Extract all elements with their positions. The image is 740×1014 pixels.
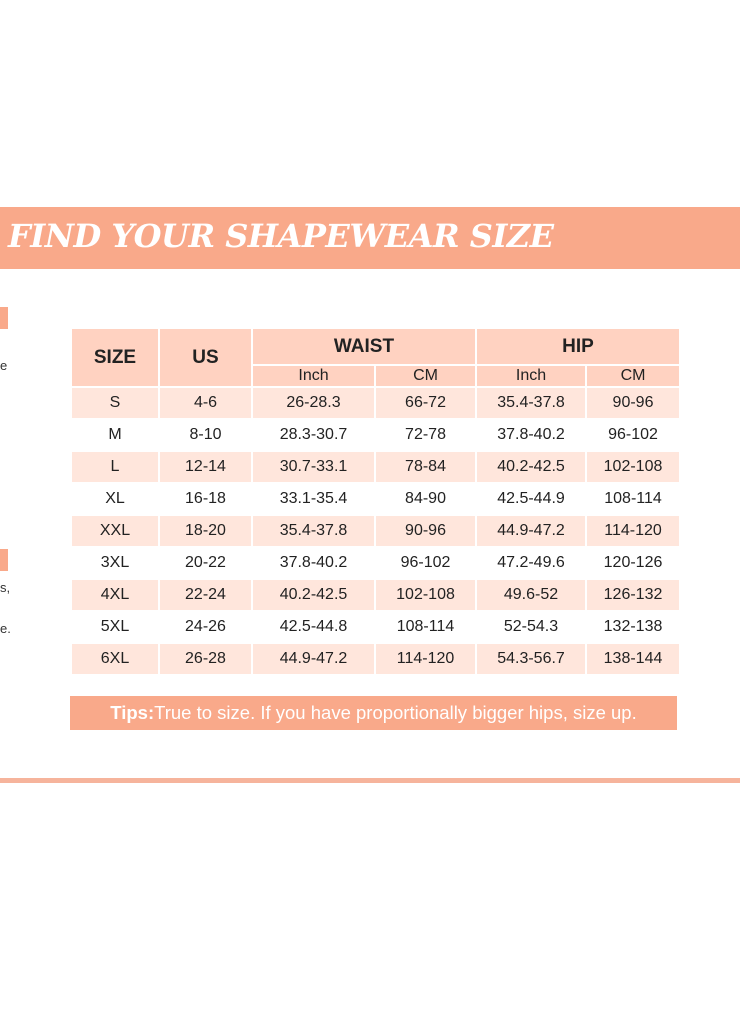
- subheader-hip-inch: Inch: [477, 366, 585, 386]
- cell-waist-inch: 28.3-30.7: [253, 420, 374, 450]
- cell-waist-cm: 84-90: [376, 484, 475, 514]
- cell-waist-inch: 33.1-35.4: [253, 484, 374, 514]
- cell-waist-inch: 37.8-40.2: [253, 548, 374, 578]
- table-row: [72, 452, 679, 482]
- cell-hip-inch: 42.5-44.9: [477, 484, 585, 514]
- table-row: [72, 516, 679, 546]
- cell-waist-cm: 78-84: [376, 452, 475, 482]
- cell-hip-inch: 44.9-47.2: [477, 516, 585, 546]
- cell-size: XL: [72, 484, 158, 514]
- table-row: [72, 580, 679, 610]
- cell-size: L: [72, 452, 158, 482]
- header-hip: HIP: [477, 329, 679, 364]
- table-body: [72, 388, 679, 674]
- cell-waist-inch: 30.7-33.1: [253, 452, 374, 482]
- cell-hip-cm: 108-114: [587, 484, 679, 514]
- footer-divider: [0, 778, 740, 783]
- side-accent-mark: [0, 549, 8, 571]
- cell-us: 18-20: [160, 516, 251, 546]
- cell-waist-inch: 40.2-42.5: [253, 580, 374, 610]
- cell-hip-inch: 37.8-40.2: [477, 420, 585, 450]
- cell-hip-inch: 52-54.3: [477, 612, 585, 642]
- cell-hip-cm: 126-132: [587, 580, 679, 610]
- cell-waist-inch: 26-28.3: [253, 388, 374, 418]
- tips-bar: [70, 696, 677, 730]
- title-banner: [0, 207, 740, 269]
- cell-hip-inch: 35.4-37.8: [477, 388, 585, 418]
- cell-us: 4-6: [160, 388, 251, 418]
- side-accent-mark: [0, 307, 8, 329]
- cell-hip-cm: 90-96: [587, 388, 679, 418]
- cell-waist-cm: 108-114: [376, 612, 475, 642]
- cell-hip-cm: 138-144: [587, 644, 679, 674]
- table-row: [72, 484, 679, 514]
- cell-hip-inch: 47.2-49.6: [477, 548, 585, 578]
- cell-us: 26-28: [160, 644, 251, 674]
- cell-us: 8-10: [160, 420, 251, 450]
- cell-size: XXL: [72, 516, 158, 546]
- subheader-hip-cm: CM: [587, 366, 679, 386]
- cell-size: S: [72, 388, 158, 418]
- cell-us: 20-22: [160, 548, 251, 578]
- subheader-waist-inch: Inch: [253, 366, 374, 386]
- cell-hip-cm: 120-126: [587, 548, 679, 578]
- cell-waist-cm: 72-78: [376, 420, 475, 450]
- cell-us: 22-24: [160, 580, 251, 610]
- side-text-fragment: s,: [0, 580, 11, 595]
- table-row: [72, 388, 679, 418]
- cell-size: 4XL: [72, 580, 158, 610]
- cell-waist-cm: 96-102: [376, 548, 475, 578]
- header-size: SIZE: [72, 329, 158, 386]
- cell-hip-cm: 102-108: [587, 452, 679, 482]
- side-text-fragment: e: [0, 358, 8, 373]
- cell-us: 24-26: [160, 612, 251, 642]
- header-us: US: [160, 329, 251, 386]
- cell-hip-cm: 114-120: [587, 516, 679, 546]
- table-row: [72, 644, 679, 674]
- cell-waist-cm: 102-108: [376, 580, 475, 610]
- header-waist: WAIST: [253, 329, 475, 364]
- cell-size: 5XL: [72, 612, 158, 642]
- tips-label: Tips:: [110, 702, 155, 723]
- cell-hip-inch: 40.2-42.5: [477, 452, 585, 482]
- cell-hip-inch: 54.3-56.7: [477, 644, 585, 674]
- tips-text: True to size. If you have proportionally bigger hips, size up.: [154, 702, 637, 723]
- cell-hip-inch: 49.6-52: [477, 580, 585, 610]
- size-chart-table: [70, 327, 681, 676]
- side-text-fragment: e.: [0, 621, 11, 636]
- cell-size: 6XL: [72, 644, 158, 674]
- cell-waist-inch: 44.9-47.2: [253, 644, 374, 674]
- subheader-waist-cm: CM: [376, 366, 475, 386]
- cell-size: M: [72, 420, 158, 450]
- cell-waist-inch: 42.5-44.8: [253, 612, 374, 642]
- cell-size: 3XL: [72, 548, 158, 578]
- cell-hip-cm: 132-138: [587, 612, 679, 642]
- cell-waist-cm: 114-120: [376, 644, 475, 674]
- table-row: [72, 420, 679, 450]
- cell-waist-cm: 66-72: [376, 388, 475, 418]
- cell-us: 16-18: [160, 484, 251, 514]
- table-row: [72, 612, 679, 642]
- cell-us: 12-14: [160, 452, 251, 482]
- cell-waist-cm: 90-96: [376, 516, 475, 546]
- cell-waist-inch: 35.4-37.8: [253, 516, 374, 546]
- cell-hip-cm: 96-102: [587, 420, 679, 450]
- table-row: [72, 548, 679, 578]
- page-title: FIND YOUR SHAPEWEAR SIZE: [8, 217, 554, 255]
